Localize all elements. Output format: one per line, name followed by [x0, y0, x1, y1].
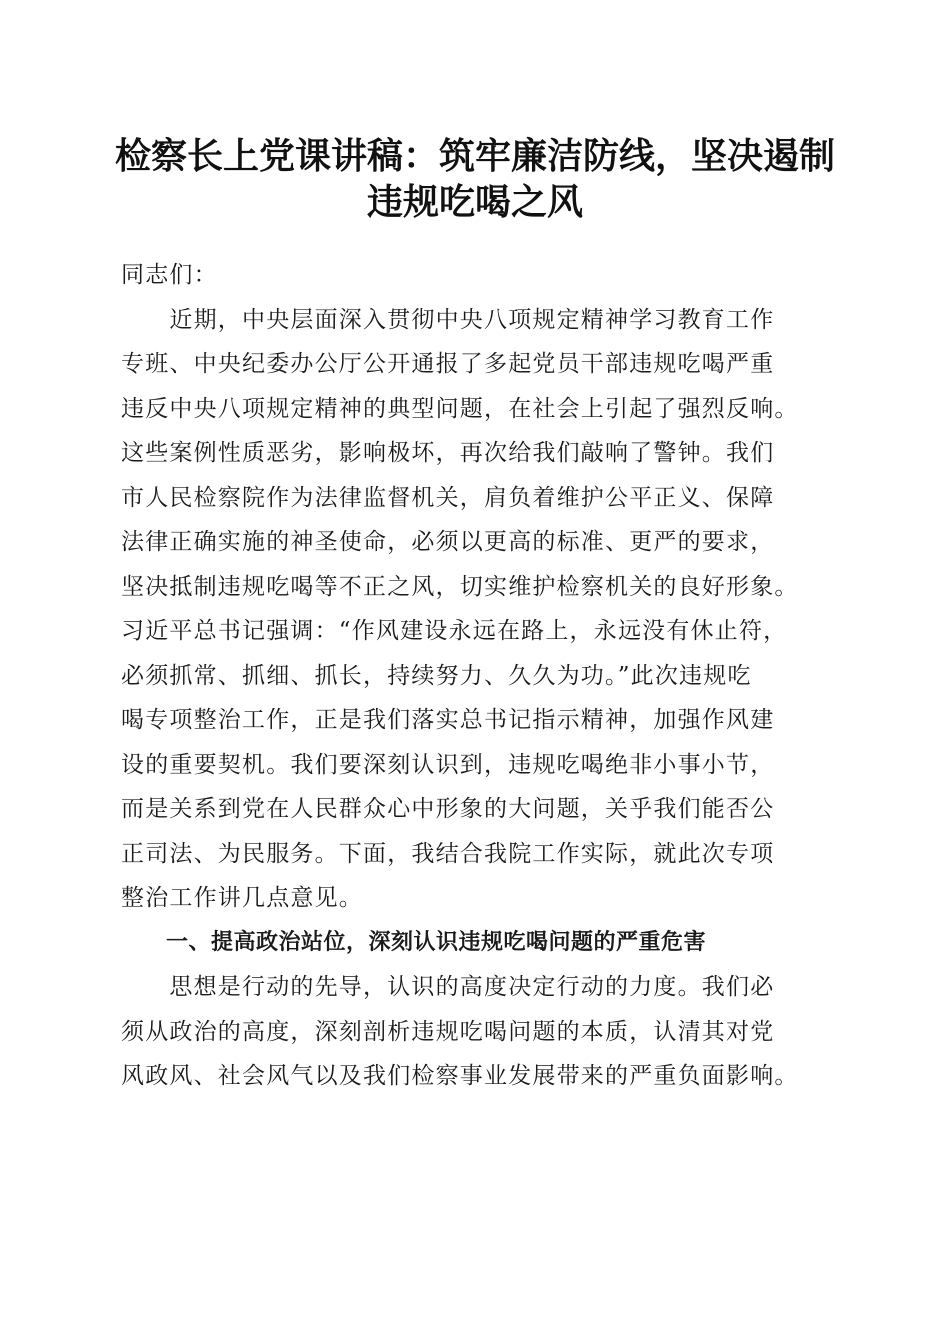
- body-line: 整治工作讲几点意见。: [121, 885, 363, 911]
- document-title: [100, 134, 850, 226]
- body-line: 近期，中央层面深入贯彻中央八项规定精神学习教育工作: [121, 306, 775, 333]
- body-line: 设的重要契机。我们要深刻认识到，违规吃喝绝非小事小节，: [121, 751, 775, 778]
- title-line-1: 检察长上党课讲稿：筑牢廉洁防线，坚决遏制: [114, 136, 835, 177]
- body-line: 习近平总书记强调：“作风建设永远在路上，永远没有休止符，: [121, 618, 788, 644]
- body-line: 坚决抵制违规吃喝等不正之风，切实维护检察机关的良好形象。: [121, 573, 799, 600]
- salutation: 同志们：: [121, 262, 218, 288]
- document-body: [121, 253, 841, 1099]
- body-line: 而是关系到党在人民群众心中形象的大问题，关乎我们能否公: [121, 796, 775, 822]
- body-line: 喝专项整治工作，正是我们落实总书记指示精神，加强作风建: [121, 707, 775, 733]
- body-line: 正司法、为民服务。下面，我结合我院工作实际，就此次专项: [121, 840, 775, 867]
- body-line: 法律正确实施的神圣使命，必须以更高的标准、更严的要求，: [121, 529, 775, 555]
- body-line: 市人民检察院作为法律监督机关，肩负着维护公平正义、保障: [121, 484, 775, 511]
- body-line: 风政风、社会风气以及我们检察事业发展带来的严重负面影响。: [121, 1063, 799, 1089]
- body-line: 思想是行动的先导，认识的高度决定行动的力度。我们必: [121, 974, 775, 1000]
- body-line: 专班、中央纪委办公厅公开通报了多起党员干部违规吃喝严重: [121, 351, 775, 377]
- body-line: 必须抓常、抓细、抓长，持续努力、久久为功。”此次违规吃: [121, 662, 752, 689]
- body-line: 违反中央八项规定精神的典型问题，在社会上引起了强烈反响。: [121, 395, 799, 422]
- title-line-2: 违规吃喝之风: [366, 182, 583, 223]
- section-heading: 一、提高政治站位，深刻认识违规吃喝问题的严重危害: [121, 929, 707, 955]
- body-line: 须从政治的高度，深刻剖析违规吃喝问题的本质，认清其对党: [121, 1018, 775, 1045]
- body-line: 这些案例性质恶劣，影响极坏，再次给我们敲响了警钟。我们: [121, 440, 775, 466]
